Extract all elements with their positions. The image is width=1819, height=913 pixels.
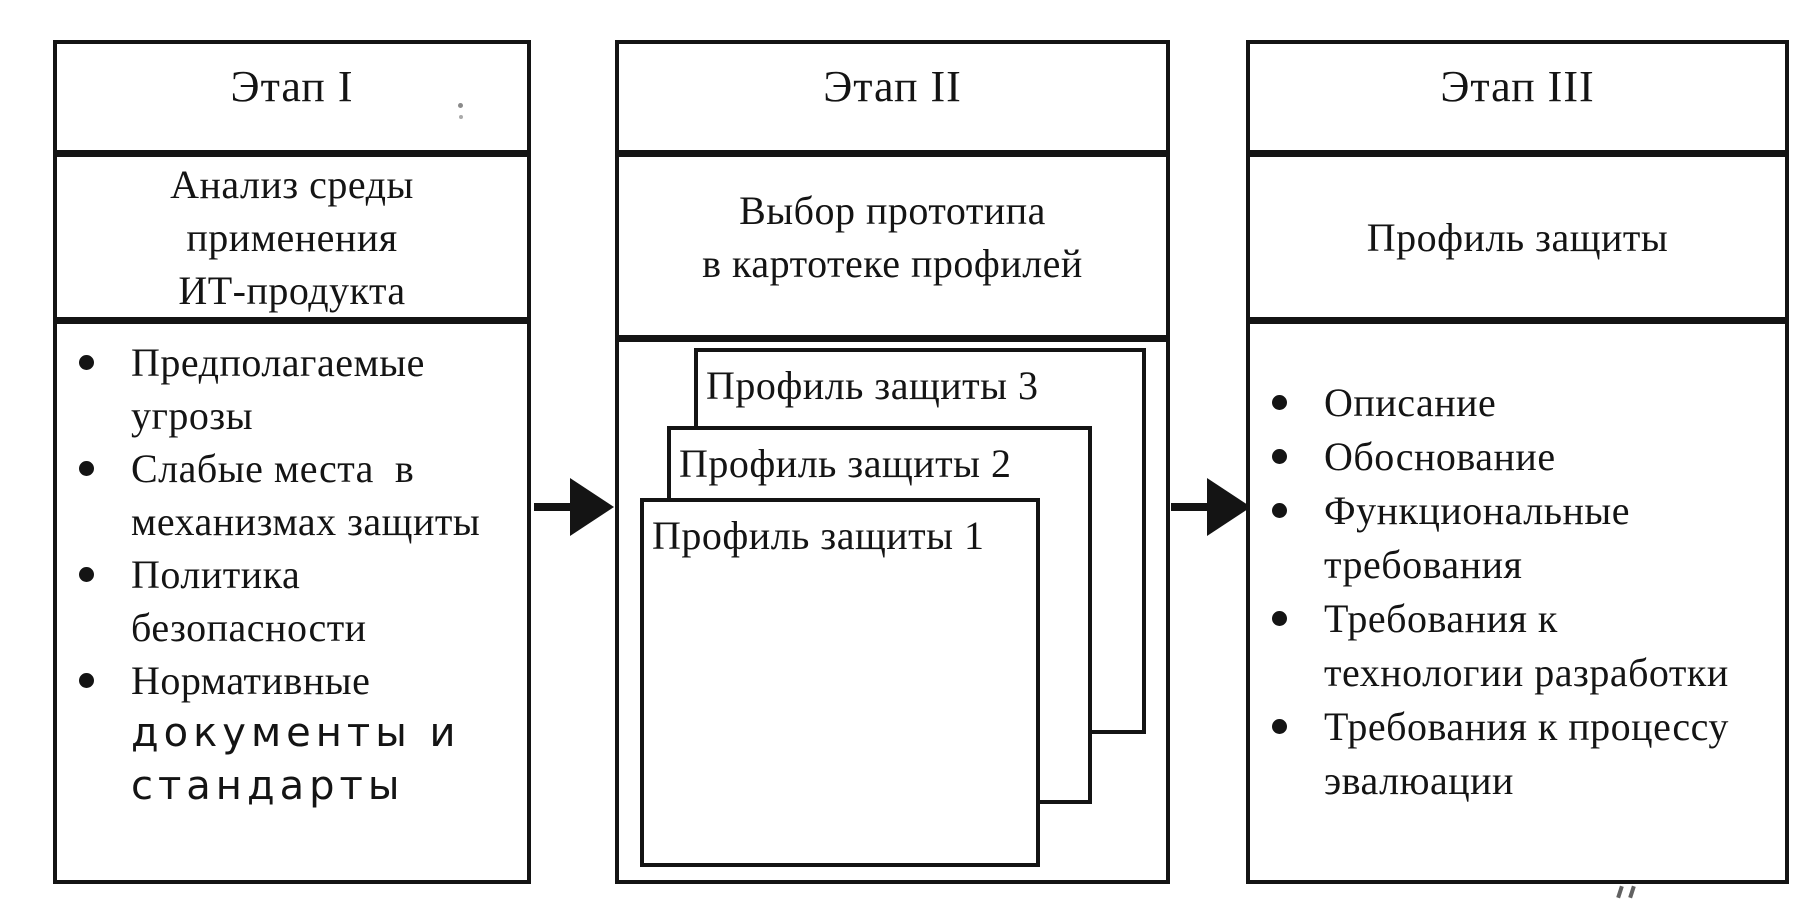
stage-2-subtitle — [619, 157, 1166, 335]
bullet-icon — [1272, 611, 1287, 626]
stage-1-title: Этап I — [230, 61, 354, 111]
list-item — [1268, 700, 1775, 808]
arrow-head — [1207, 478, 1251, 536]
bullet-icon — [79, 461, 94, 476]
card-label: Профиль защиты 1 — [652, 513, 985, 558]
list-item — [1268, 430, 1775, 484]
scan-smudge — [1628, 886, 1636, 899]
stage-3-box — [1246, 40, 1789, 884]
bullet-icon — [79, 355, 94, 370]
divider — [1250, 150, 1785, 157]
item-line: Политика — [131, 552, 301, 597]
list-item — [75, 548, 517, 654]
stage-2-box — [615, 40, 1170, 884]
list-item — [1268, 484, 1775, 592]
item-line: Описание — [1324, 380, 1497, 425]
list-item — [75, 654, 517, 813]
stage-1-list — [57, 324, 527, 880]
divider — [57, 317, 527, 324]
card-label: Профиль защиты 3 — [706, 363, 1039, 408]
subtitle-line: Выбор прототипа — [739, 188, 1046, 233]
item-line: технологии разработки — [1324, 650, 1729, 695]
protection-profile-card-1 — [640, 498, 1040, 867]
item-line: документы и — [131, 710, 461, 756]
divider — [619, 150, 1166, 157]
subtitle-line: ИТ-продукта — [178, 267, 406, 313]
bullet-icon — [79, 567, 94, 582]
list-item — [1268, 592, 1775, 700]
divider — [57, 150, 527, 157]
item-line: Обоснование — [1324, 434, 1556, 479]
item-line: эвалюации — [1324, 758, 1514, 803]
scan-speck — [459, 115, 463, 119]
item-line: безопасности — [131, 605, 367, 650]
bullet-icon — [1272, 719, 1287, 734]
bullet-icon — [1272, 395, 1287, 410]
bullet-icon — [1272, 503, 1287, 518]
arrow-head — [570, 478, 614, 536]
stage-2-title: Этап II — [823, 61, 962, 111]
stage-3-subtitle — [1250, 157, 1785, 317]
item-line: Требования к процессу — [1324, 704, 1729, 749]
item-line: Нормативные — [131, 658, 371, 703]
arrow-right-icon — [1171, 478, 1251, 536]
item-line: Предполагаемые — [131, 340, 425, 385]
divider — [1250, 317, 1785, 324]
stage-1-box — [53, 40, 531, 884]
item-line: механизмах защиты — [131, 499, 481, 544]
arrow-right-icon — [534, 478, 614, 536]
subtitle-line: Анализ среды — [170, 161, 414, 207]
card-label: Профиль защиты 2 — [679, 441, 1012, 486]
item-line: стандарты — [131, 763, 405, 809]
divider — [619, 335, 1166, 342]
subtitle-line: в картотеке профилей — [702, 241, 1083, 286]
bullet-icon — [1272, 449, 1287, 464]
bullet-icon — [79, 673, 94, 688]
stage-1-subtitle — [57, 157, 527, 317]
list-item — [75, 336, 517, 442]
list-item — [75, 442, 517, 548]
scan-smudge — [1616, 886, 1624, 899]
subtitle-line: применения — [186, 214, 398, 260]
stage-3-title: Этап III — [1440, 61, 1595, 111]
subtitle-line: Профиль защиты — [1366, 214, 1669, 260]
item-line: Требования к — [1324, 596, 1558, 641]
item-line: требования — [1324, 542, 1523, 587]
profile-card-stack — [619, 342, 1166, 880]
item-line: Слабые места в — [131, 446, 415, 491]
scan-speck — [458, 103, 463, 108]
stage-3-list — [1250, 324, 1785, 880]
item-line: угрозы — [131, 393, 254, 438]
list-item — [1268, 376, 1775, 430]
item-line: Функциональные — [1324, 488, 1631, 533]
